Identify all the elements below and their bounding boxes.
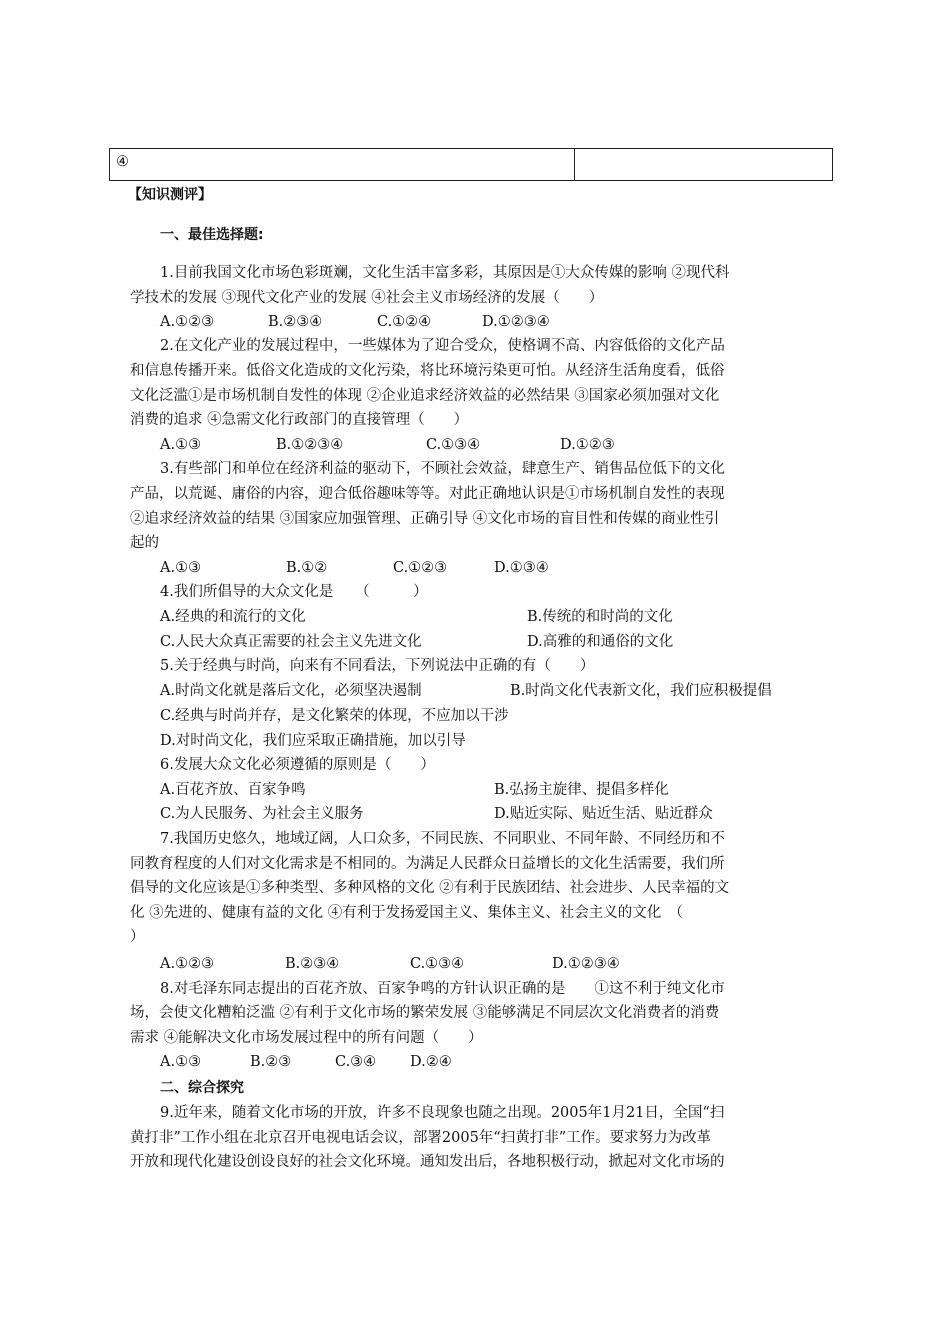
q2-option-c: C.①③④ <box>426 437 481 453</box>
q2-option-d: D.①②③ <box>560 437 615 453</box>
q7-option-b: B.②③④ <box>285 956 340 972</box>
q3-option-d: D.①③④ <box>494 560 549 576</box>
q5-option-a: A.时尚文化就是落后文化，必须坚决遏制 <box>160 683 422 699</box>
q2-line2: 和信息传播开来。低俗文化造成的文化污染，将比环境污染更可怕。从经济生活角度看，低俗 <box>130 363 725 379</box>
q7-line3: 倡导的文化应该是①多种类型、多种风格的文化 ②有利于民族团结、社会进步、人民幸福的文 <box>130 880 730 896</box>
q8-line2: 场，会使文化糟粕泛滥 ②有利于文化市场的繁荣发展 ③能够满足不同层次文化消费者的消费 <box>130 1005 720 1021</box>
q8-line1: 8.对毛泽东同志提出的百花齐放、百家争鸣的方针认识正确的是 ①这不利于纯文化市 <box>160 981 725 997</box>
q7-line1: 7.我国历史悠久，地域辽阔，人口众多，不同民族、不同职业、不同年龄、不同经历和不 <box>160 831 725 847</box>
q3-line4: 起的 <box>130 535 159 551</box>
q6-option-a: A.百花齐放、百家争鸣 <box>160 782 306 798</box>
q5-line1: 5.关于经典与时尚，向来有不同看法，下列说法中正确的有（ ） <box>160 658 595 674</box>
q2-option-a: A.①③ <box>160 437 202 453</box>
q2-line3: 文化泛滥①是市场机制自发性的体现 ②企业追求经济效益的必然结果 ③国家必须加强对文化 <box>130 388 720 404</box>
q4-option-d: D.高雅的和通俗的文化 <box>527 634 674 650</box>
q8-option-d: D.②④ <box>410 1054 452 1070</box>
q7-line2: 同教育程度的人们对文化需求是不相同的。为满足人民群众日益增长的文化生活需要，我们所 <box>130 856 725 872</box>
q9-line2: 黄打非”工作小组在北京召开电视电话会议，部署2005年“扫黄打非”工作。要求努力为改革 <box>130 1130 712 1146</box>
q1-line2: 学技术的发展 ③现代文化产业的发展 ④社会主义市场经济的发展（ ） <box>130 290 604 306</box>
q6-option-d: D.贴近实际、贴近生活、贴近群众 <box>494 806 713 822</box>
answer-table <box>109 148 833 181</box>
q2-line1: 2.在文化产业的发展过程中，一些媒体为了迎合受众，使格调不高、内容低俗的文化产品 <box>160 338 725 354</box>
q3-line1: 3.有些部门和单位在经济利益的驱动下，不顾社会效益，肆意生产、销售品位低下的文化 <box>160 461 725 477</box>
q8-line3: 需求 ④能解决文化市场发展过程中的所有问题（ ） <box>130 1030 483 1046</box>
q7-option-d: D.①②③④ <box>552 956 620 972</box>
q5-option-d: D.对时尚文化，我们应采取正确措施，加以引导 <box>160 733 466 749</box>
q4-line1: 4.我们所倡导的大众文化是 （ ） <box>160 584 428 600</box>
part2-title: 二、综合探究 <box>160 1080 244 1096</box>
q4-option-a: A.经典的和流行的文化 <box>160 609 306 625</box>
q7-option-a: A.①②③ <box>160 956 215 972</box>
q6-option-c: C.为人民服务、为社会主义服务 <box>160 806 364 822</box>
q8-option-b: B.②③ <box>250 1054 292 1070</box>
q7-option-c: C.①③④ <box>410 956 465 972</box>
q3-line3: ②追求经济效益的结果 ③国家应加强管理、正确引导 ④文化市场的盲目性和传媒的商业性引 <box>130 511 720 527</box>
q5-option-c: C.经典与时尚并存，是文化繁荣的体现，不应加以干涉 <box>160 708 509 724</box>
q9-line3: 开放和现代化建设创设良好的社会文化环境。通知发出后，各地积极行动，掀起对文化市场的 <box>130 1154 725 1170</box>
q1-option-d: D.①②③④ <box>482 314 550 330</box>
q4-option-c: C.人民大众真正需要的社会主义先进文化 <box>160 634 422 650</box>
q1-option-c: C.①②④ <box>377 314 432 330</box>
q4-option-b: B.传统的和时尚的文化 <box>527 609 673 625</box>
q6-option-b: B.弘扬主旋律、提倡多样化 <box>494 782 669 798</box>
q6-line1: 6.发展大众文化必须遵循的原则是（ ） <box>160 757 435 773</box>
q8-option-a: A.①③ <box>160 1054 202 1070</box>
q5-option-b: B.时尚文化代表新文化，我们应积极提倡 <box>510 683 772 699</box>
q1-option-a: A.①②③ <box>160 314 215 330</box>
q3-line2: 产品，以荒诞、庸俗的内容，迎合低俗趣味等等。对此正确地认识是①市场机制自发性的表现 <box>130 486 725 502</box>
q1-line1: 1.目前我国文化市场色彩斑斓，文化生活丰富多彩，其原因是①大众传媒的影响 ②现代科 <box>160 265 730 281</box>
q2-option-b: B.①②③④ <box>276 437 344 453</box>
q2-line4: 消费的追求 ④急需文化行政部门的直接管理（ ） <box>130 412 469 428</box>
q3-option-a: A.①③ <box>160 560 202 576</box>
part1-title: 一、最佳选择题: <box>160 227 264 243</box>
table-cell-empty <box>575 149 832 180</box>
q1-option-b: B.②③④ <box>268 314 323 330</box>
q8-option-c: C.③④ <box>335 1054 377 1070</box>
table-cell: ④ <box>110 149 575 180</box>
q3-option-b: B.①② <box>286 560 328 576</box>
q3-option-c: C.①②③ <box>393 560 448 576</box>
q9-line1: 9.近年来，随着文化市场的开放，许多不良现象也随之出现。2005年1月21日，全国“扫 <box>160 1105 725 1121</box>
q7-line5: ） <box>130 929 145 945</box>
q7-line4: 化 ③先进的、健康有益的文化 ④有利于发扬爱国主义、集体主义、社会主义的文化 （ <box>130 905 683 921</box>
section-title: 【知识测评】 <box>128 187 212 203</box>
